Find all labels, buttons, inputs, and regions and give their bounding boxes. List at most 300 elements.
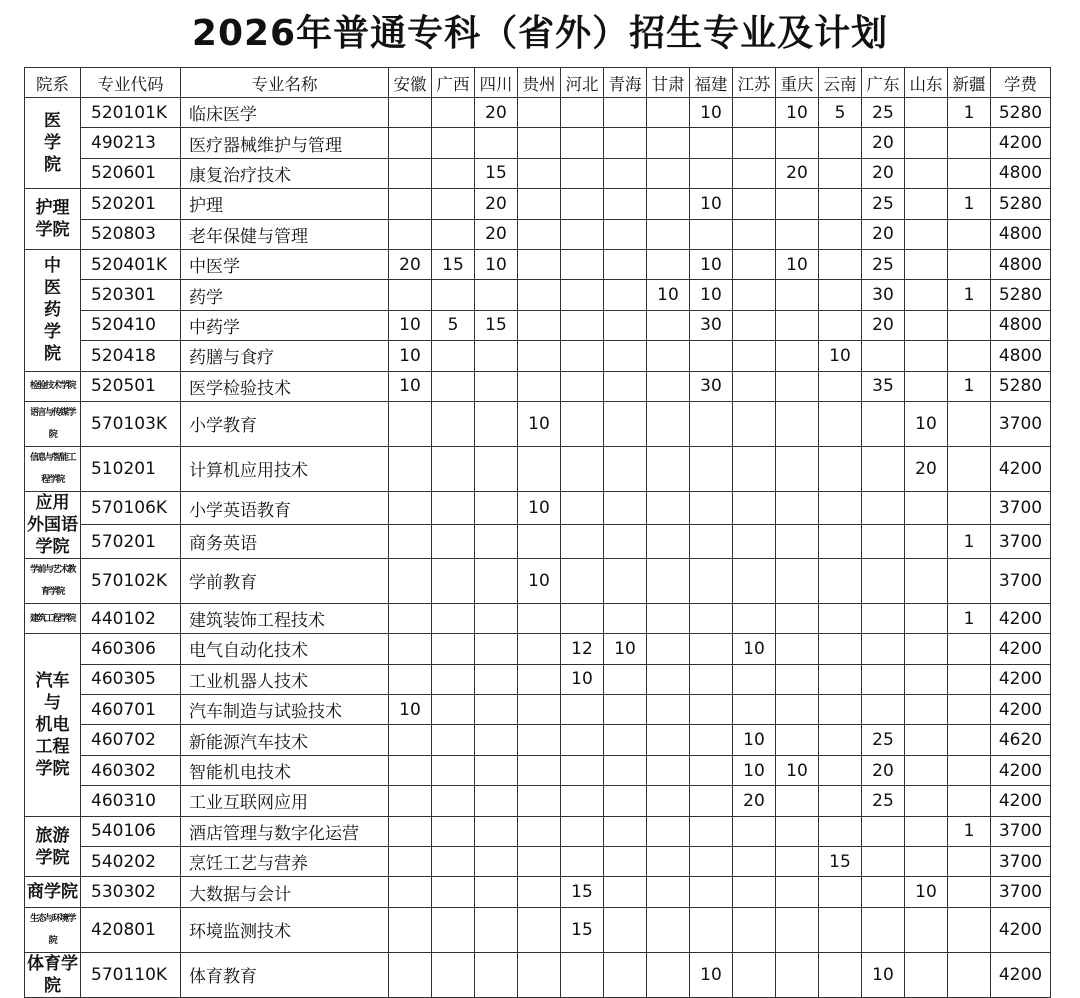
major-name-cell: 小学教育 [181,401,389,446]
quota-cell [561,558,604,603]
quota-cell [604,249,647,279]
quota-cell [733,816,776,846]
quota-cell [389,401,432,446]
quota-cell [948,847,991,877]
tuition-cell: 3700 [991,401,1051,446]
tuition-cell: 4800 [991,219,1051,249]
quota-cell [475,725,518,755]
table-row [25,695,1051,725]
quota-cell [518,341,561,371]
quota-cell [518,280,561,310]
quota-cell [561,371,604,401]
quota-cell [819,877,862,907]
table-row [25,341,1051,371]
quota-cell: 10 [389,310,432,340]
quota-cell [518,525,561,559]
quota-cell: 5 [432,310,475,340]
tuition-cell: 4200 [991,128,1051,158]
department-cell: 建筑工程学院 [25,603,81,633]
quota-cell [905,491,948,525]
quota-cell [948,401,991,446]
quota-cell [690,786,733,816]
quota-cell: 5 [819,98,862,128]
quota-cell [518,786,561,816]
quota-cell [604,280,647,310]
table-row [25,446,1051,491]
quota-cell: 10 [561,664,604,694]
major-name-cell: 工业机器人技术 [181,664,389,694]
quota-cell [561,341,604,371]
quota-cell [647,664,690,694]
quota-cell: 1 [948,280,991,310]
table-row [25,249,1051,279]
quota-cell [561,310,604,340]
quota-cell [733,952,776,997]
quota-cell [389,525,432,559]
quota-cell [819,249,862,279]
quota-cell: 20 [862,128,905,158]
major-name-cell: 中医学 [181,249,389,279]
quota-cell [432,816,475,846]
quota-cell [518,249,561,279]
quota-cell [475,695,518,725]
quota-cell [819,558,862,603]
quota-cell [561,98,604,128]
quota-cell [604,491,647,525]
quota-cell [389,128,432,158]
quota-cell [475,603,518,633]
major-name-cell: 电气自动化技术 [181,634,389,664]
tuition-cell: 4800 [991,158,1051,188]
quota-cell [389,816,432,846]
quota-cell [647,603,690,633]
quota-cell [819,158,862,188]
quota-cell [862,847,905,877]
quota-cell [905,128,948,158]
department-cell: 学前与艺术教育学院 [25,558,81,603]
major-name-cell: 体育教育 [181,952,389,997]
quota-cell: 20 [905,446,948,491]
column-header: 重庆 [776,68,819,98]
major-name-cell: 商务英语 [181,525,389,559]
quota-cell [905,249,948,279]
quota-cell: 1 [948,816,991,846]
quota-cell: 15 [432,249,475,279]
column-header: 福建 [690,68,733,98]
page-title: 2026年普通专科（省外）招生专业及计划 [191,13,889,54]
quota-cell [690,491,733,525]
tuition-cell: 3700 [991,558,1051,603]
major-name-cell: 大数据与会计 [181,877,389,907]
quota-cell [475,128,518,158]
quota-cell [733,98,776,128]
quota-cell [604,558,647,603]
major-code-cell: 520501 [81,371,181,401]
quota-cell [905,695,948,725]
quota-cell [690,877,733,907]
tuition-cell: 3700 [991,525,1051,559]
quota-cell [862,341,905,371]
quota-cell [690,664,733,694]
quota-cell: 25 [862,189,905,219]
quota-cell [733,280,776,310]
quota-cell: 10 [733,755,776,785]
column-header: 甘肃 [647,68,690,98]
quota-cell [690,634,733,664]
quota-cell [518,634,561,664]
column-header: 河北 [561,68,604,98]
quota-cell [647,310,690,340]
quota-cell [733,128,776,158]
table-row [25,603,1051,633]
major-name-cell: 医学检验技术 [181,371,389,401]
quota-cell [432,952,475,997]
quota-cell [518,128,561,158]
table-row [25,219,1051,249]
quota-cell [604,219,647,249]
quota-cell [389,280,432,310]
quota-cell [948,952,991,997]
quota-cell [690,847,733,877]
quota-cell: 1 [948,603,991,633]
quota-cell [561,952,604,997]
major-name-cell: 工业互联网应用 [181,786,389,816]
quota-cell [604,847,647,877]
quota-cell [604,755,647,785]
quota-cell: 10 [905,877,948,907]
quota-cell [948,128,991,158]
quota-cell [561,189,604,219]
column-header: 学费 [991,68,1051,98]
quota-cell [819,695,862,725]
quota-cell [389,98,432,128]
quota-cell [905,952,948,997]
tuition-cell: 5280 [991,189,1051,219]
quota-cell [690,401,733,446]
quota-cell [518,219,561,249]
quota-cell [518,189,561,219]
table-row [25,725,1051,755]
tuition-cell: 3700 [991,816,1051,846]
quota-cell [948,341,991,371]
quota-cell [432,695,475,725]
quota-cell [690,558,733,603]
column-header: 专业代码 [81,68,181,98]
major-name-cell: 药学 [181,280,389,310]
quota-cell [905,725,948,755]
quota-cell [475,280,518,310]
quota-cell [647,446,690,491]
quota-cell [905,786,948,816]
quota-cell [432,371,475,401]
column-header: 云南 [819,68,862,98]
quota-cell: 10 [690,189,733,219]
tuition-cell: 4800 [991,341,1051,371]
quota-cell [905,158,948,188]
quota-cell [604,695,647,725]
quota-cell [690,446,733,491]
quota-cell [948,664,991,694]
quota-cell [776,877,819,907]
quota-cell [389,755,432,785]
quota-cell: 15 [475,158,518,188]
quota-cell [690,816,733,846]
table-row [25,664,1051,694]
quota-cell [905,907,948,952]
quota-cell [432,280,475,310]
quota-cell: 10 [690,98,733,128]
quota-cell: 20 [862,755,905,785]
quota-cell [647,189,690,219]
quota-cell [475,664,518,694]
column-header: 江苏 [733,68,776,98]
quota-cell [905,98,948,128]
quota-cell [690,525,733,559]
quota-cell [862,634,905,664]
quota-cell [389,877,432,907]
quota-cell [905,525,948,559]
quota-cell [432,401,475,446]
quota-cell: 10 [690,952,733,997]
quota-cell [647,695,690,725]
department-cell: 旅游 学院 [25,816,81,877]
quota-cell [475,786,518,816]
quota-cell [561,603,604,633]
department-cell: 商学院 [25,877,81,907]
quota-cell [604,371,647,401]
major-code-cell: 520301 [81,280,181,310]
quota-cell [647,491,690,525]
major-name-cell: 烹饪工艺与营养 [181,847,389,877]
quota-cell [432,847,475,877]
quota-cell [733,158,776,188]
quota-cell [561,847,604,877]
quota-cell: 10 [776,249,819,279]
quota-cell [733,401,776,446]
quota-cell [690,603,733,633]
quota-cell [948,877,991,907]
quota-cell [475,341,518,371]
quota-cell [776,341,819,371]
quota-cell: 10 [604,634,647,664]
quota-cell [604,786,647,816]
quota-cell [948,491,991,525]
column-header: 贵州 [518,68,561,98]
quota-cell: 10 [862,952,905,997]
quota-cell: 20 [862,219,905,249]
quota-cell: 30 [690,310,733,340]
quota-cell: 10 [819,341,862,371]
quota-cell [561,695,604,725]
quota-cell [604,952,647,997]
quota-cell: 25 [862,249,905,279]
major-code-cell: 490213 [81,128,181,158]
major-name-cell: 智能机电技术 [181,755,389,785]
quota-cell [862,603,905,633]
quota-cell [905,664,948,694]
quota-cell [432,525,475,559]
quota-cell [647,816,690,846]
quota-cell [518,952,561,997]
table-body [25,98,1051,998]
quota-cell [948,786,991,816]
major-name-cell: 康复治疗技术 [181,158,389,188]
quota-cell [389,907,432,952]
department-cell: 护理 学院 [25,189,81,250]
tuition-cell: 4200 [991,603,1051,633]
quota-cell [819,310,862,340]
tuition-cell: 4200 [991,755,1051,785]
quota-cell [647,98,690,128]
major-code-cell: 570103K [81,401,181,446]
major-code-cell: 460701 [81,695,181,725]
quota-cell [647,755,690,785]
quota-cell: 20 [475,189,518,219]
quota-cell [389,847,432,877]
major-name-cell: 老年保健与管理 [181,219,389,249]
quota-cell [604,664,647,694]
quota-cell [647,725,690,755]
quota-cell [776,491,819,525]
quota-cell [776,525,819,559]
major-code-cell: 460310 [81,786,181,816]
quota-cell [647,847,690,877]
quota-cell [647,219,690,249]
quota-cell [733,877,776,907]
quota-cell [776,310,819,340]
quota-cell: 25 [862,725,905,755]
quota-cell [647,877,690,907]
table-row [25,755,1051,785]
quota-cell [518,446,561,491]
quota-cell [561,725,604,755]
table-row [25,634,1051,664]
major-name-cell: 酒店管理与数字化运营 [181,816,389,846]
enrollment-plan-table [24,67,1051,998]
quota-cell: 1 [948,98,991,128]
quota-cell [776,664,819,694]
quota-cell [604,907,647,952]
major-code-cell: 570102K [81,558,181,603]
quota-cell [561,816,604,846]
major-code-cell: 570110K [81,952,181,997]
quota-cell [905,189,948,219]
quota-cell [905,847,948,877]
quota-cell [733,558,776,603]
quota-cell [862,695,905,725]
quota-cell [948,725,991,755]
major-code-cell: 520410 [81,310,181,340]
quota-cell [561,219,604,249]
major-name-cell: 环境监测技术 [181,907,389,952]
quota-cell [389,786,432,816]
quota-cell [389,219,432,249]
table-row [25,952,1051,997]
quota-cell [432,786,475,816]
table-row [25,816,1051,846]
quota-cell [690,907,733,952]
quota-cell: 15 [475,310,518,340]
quota-cell [561,786,604,816]
quota-cell [561,401,604,446]
quota-cell [604,603,647,633]
quota-cell [733,249,776,279]
quota-cell [432,158,475,188]
quota-cell: 20 [862,158,905,188]
column-header: 山东 [905,68,948,98]
quota-cell [948,310,991,340]
quota-cell [647,401,690,446]
quota-cell [518,664,561,694]
major-code-cell: 440102 [81,603,181,633]
quota-cell [475,401,518,446]
tuition-cell: 4800 [991,310,1051,340]
table-row [25,786,1051,816]
quota-cell [475,371,518,401]
department-cell: 生态与环境学院 [25,907,81,952]
quota-cell [819,219,862,249]
quota-cell [690,695,733,725]
quota-cell [604,189,647,219]
major-code-cell: 570201 [81,525,181,559]
quota-cell [690,128,733,158]
column-header: 青海 [604,68,647,98]
quota-cell [518,158,561,188]
quota-cell: 1 [948,371,991,401]
quota-cell [432,907,475,952]
tuition-cell: 5280 [991,371,1051,401]
quota-cell: 10 [690,249,733,279]
quota-cell: 20 [776,158,819,188]
department-cell: 中 医 药 学 院 [25,249,81,371]
quota-cell [432,755,475,785]
quota-cell [389,603,432,633]
quota-cell [518,907,561,952]
department-cell: 检验技术学院 [25,371,81,401]
quota-cell [948,446,991,491]
quota-cell [733,189,776,219]
quota-cell: 15 [561,877,604,907]
quota-cell [561,158,604,188]
quota-cell [604,525,647,559]
quota-cell [647,952,690,997]
department-cell: 语言与传媒学院 [25,401,81,446]
major-code-cell: 460702 [81,725,181,755]
quota-cell [862,491,905,525]
quota-cell [389,634,432,664]
quota-cell [862,877,905,907]
quota-cell: 20 [475,98,518,128]
quota-cell [776,847,819,877]
quota-cell: 1 [948,189,991,219]
quota-cell [819,401,862,446]
quota-cell [819,189,862,219]
quota-cell [604,98,647,128]
tuition-cell: 4200 [991,446,1051,491]
quota-cell [604,158,647,188]
quota-cell [776,189,819,219]
quota-cell [819,816,862,846]
tuition-cell: 4200 [991,664,1051,694]
quota-cell [647,371,690,401]
quota-cell [690,725,733,755]
table-row [25,128,1051,158]
quota-cell [475,755,518,785]
quota-cell [389,952,432,997]
table-row [25,401,1051,446]
quota-cell [776,558,819,603]
quota-cell [776,816,819,846]
